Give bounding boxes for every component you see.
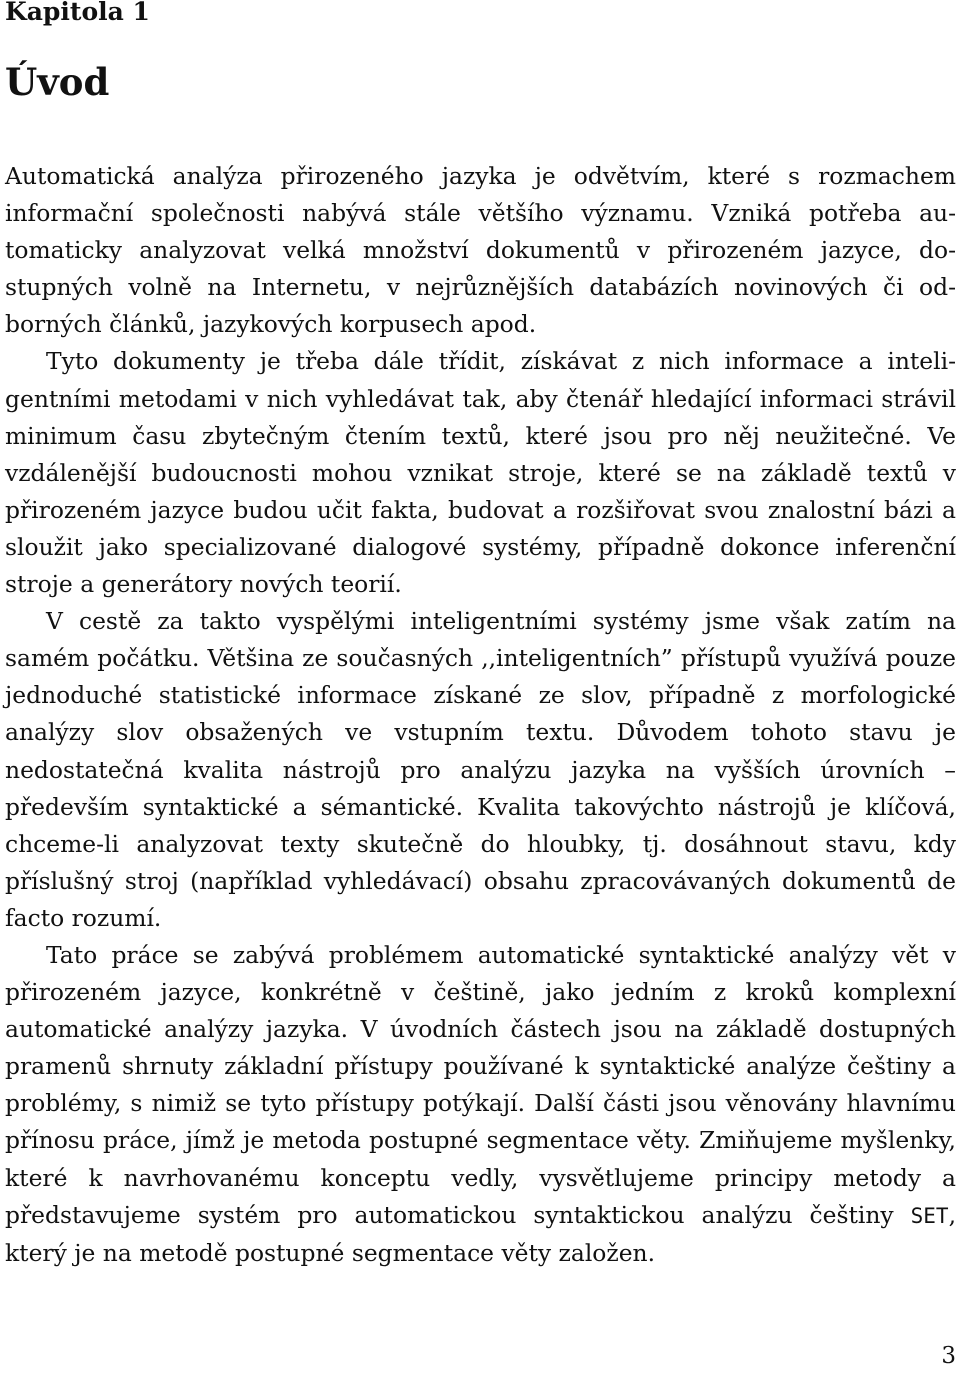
body-text — [5, 158, 956, 1272]
paragraph-3: V cestě za takto vyspělými inteligentními systémy jsme však zatím na samém počátku. Většina ze současných ,,inteligentních” přístupů využívá pouze jednoduché statistické informace získané ze slov, případně z morfologické analýzy slov obsažených ve vstupním textu. Důvodem tohoto stavu je nedostatečná kvalita nástrojů pro analýzu jazyka na vyšších úrovních – především syntaktické a sémantické. Kvalita takovýchto nástrojů je klíčová, chceme-li analyzovat texty skutečně do hloubky, tj. dosáhnout stavu, kdy příslušný stroj (například vyhledávací) obsahu zpracovávaných dokumentů de facto rozumí. — [5, 607, 956, 932]
paragraph-2: Tyto dokumenty je třeba dále třídit, získávat z nich informace a inteligentními metodami v nich vyhledávat tak, aby čtenář hledající informaci strávil minimum času zbytečným čtením textů, které jsou pro něj neužitečné. Ve vzdálenější budoucnosti mohou vznikat stroje, které se na základě textů v přirozeném jazyce budou učit fakta, budovat a rozšiřovat svou znalostní bázi a sloužit jako specializované dialogové systémy, případně dokonce inferenční stroje a generátory nových teorií. — [5, 347, 956, 599]
paragraph-1: Automatická analýza přirozeného jazyka je odvětvím, které s rozmachem informační společnosti nabývá stále většího významu. Vzniká potřeba automaticky analyzovat velká množství dokumentů v přirozeném jazyce, dostupných volně na Internetu, v nejrůznějších databázích novinových či odborných článků, jazykových korpusech apod. — [5, 162, 956, 339]
page-number: 3 — [941, 1343, 956, 1369]
chapter-label: Kapitola 1 — [5, 0, 150, 26]
chapter-title: Úvod — [5, 60, 110, 104]
paragraph-4 — [5, 937, 956, 1272]
paragraph-4-text-end: , který je na metodě postupné segmentace věty založen. — [5, 1200, 956, 1267]
paragraph-4-text-start: Tato práce se zabývá problémem automatické syntaktické analýzy vět v přirozeném jazyce, konkrétně v češtině, jako jedním z kroků komplexní automatické analýzy jazyka. V úvodních částech jsou na základě dostupných pramenů shrnuty základní přístupy používané k syntaktické analýze češtiny a problémy, s nimiž se tyto přístupy potýkají. Další části jsou věnovány hlavnímu přínosu práce, jímž je metoda postupné segmentace věty. Zmiňujeme myšlenky, které k navrhovanému konceptu vedly, vysvětlujeme principy metody a představujeme systém pro automatickou syntaktickou analýzu češtiny — [5, 940, 956, 1229]
system-name-set: SET — [910, 1203, 949, 1228]
